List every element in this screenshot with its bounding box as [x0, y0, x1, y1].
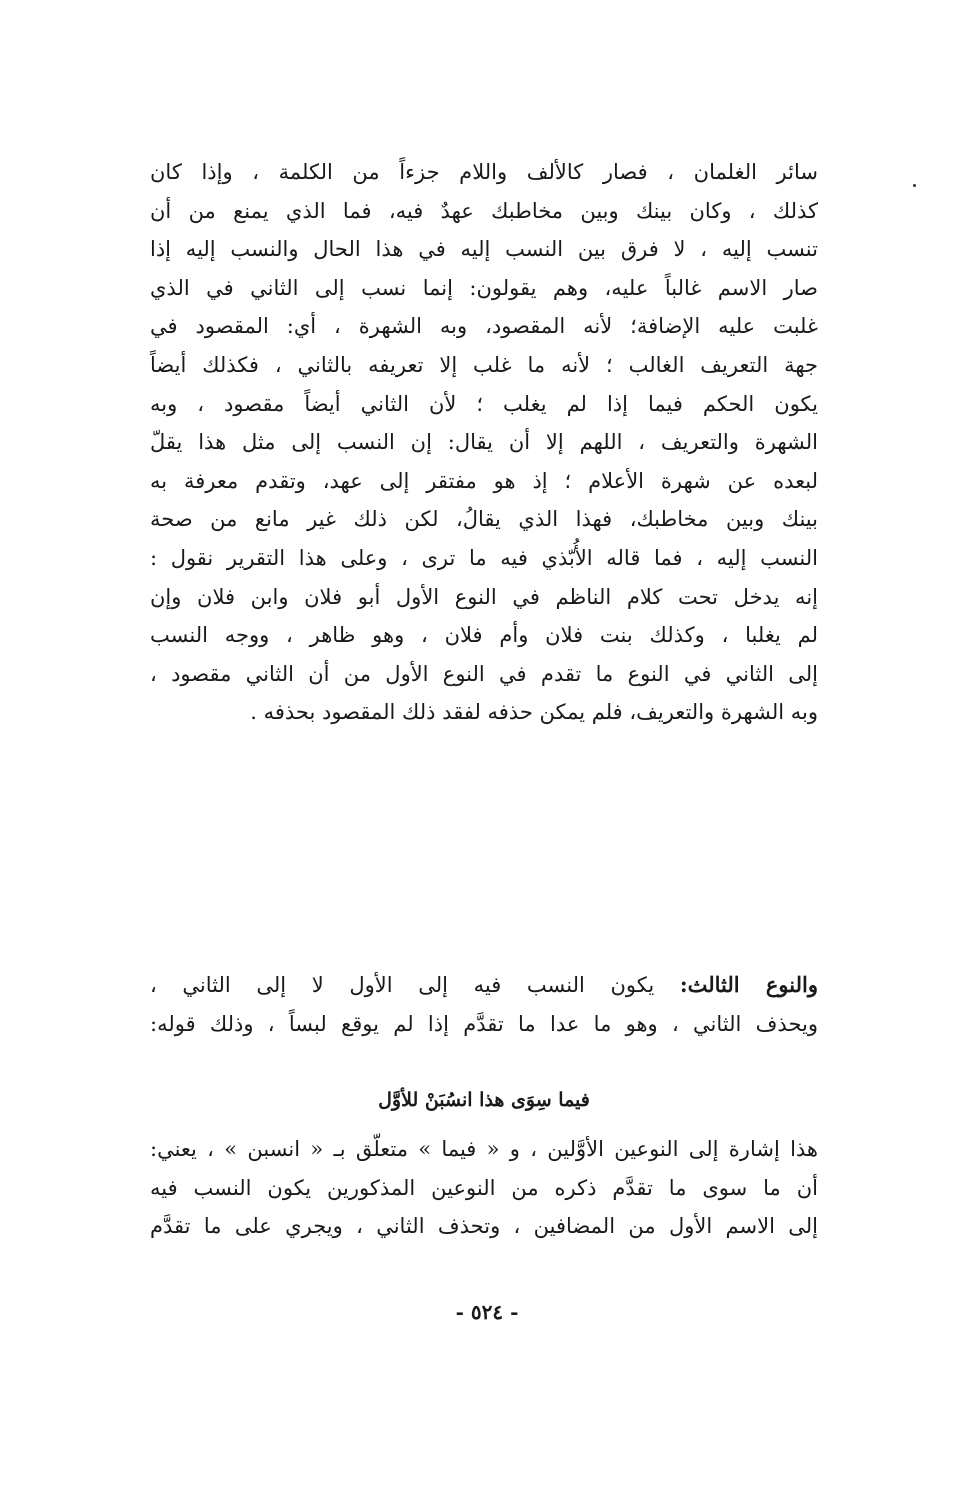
text-line: بينك وبين مخاطبك، فهذا الذي يقالُ، لكن ذلك غير مانع من صحة — [150, 507, 818, 532]
text-line: لم يغلبا ، وكذلك بنت فلان وأم فلان ، وهو ظاهر ، ووجه النسب — [150, 623, 818, 648]
text-line: يكون الحكم فيما إذا لم يغلب ؛ لأن الثاني أيضاً مقصود ، وبه — [150, 391, 818, 416]
text-line: تنسب إليه ، لا فرق بين النسب إليه في هذا الحال والنسب إليه إذا — [150, 237, 818, 262]
text-line: إلى الاسم الأول من المضافين ، وتحذف الثاني ، ويجري على ما تقدَّم — [150, 1214, 818, 1239]
text-line: الشهرة والتعريف ، اللهم إلا أن يقال: إن النسب إلى مثل هذا يقلّ — [150, 430, 818, 455]
verse-line: فيما سِوَى هذا انسُبَنْ للأوَّل — [378, 1089, 590, 1111]
page-number: - ٥٢٤ - — [455, 1300, 519, 1324]
paragraph-commentary — [150, 1130, 818, 1246]
text-line: لبعده عن شهرة الأعلام ؛ إذ هو مفتقر إلى عهد، وتقدم معرفة به — [150, 468, 818, 493]
text-line: أن ما سوى ما تقدَّم ذكره من النوعين المذكورين يكون النسب فيه — [150, 1175, 818, 1200]
text-line-rest: يكون النسب فيه إلى الأول لا إلى الثاني ، — [150, 973, 655, 997]
text-line: جهة التعريف الغالب ؛ لأنه ما غلب إلا تعريفه بالثاني ، فكذلك أيضاً — [150, 352, 818, 377]
scan-speck — [913, 184, 916, 187]
text-line: كذلك ، وكان بينك وبين مخاطبك عهدٌ فيه، فما الذي يمنع من أن — [150, 198, 818, 223]
text-line: غلبت عليه الإضافة؛ لأنه المقصود، وبه الشهرة ، أي: المقصود في — [150, 314, 818, 339]
paragraph-main — [150, 153, 818, 732]
paragraph-third-type — [150, 966, 818, 1043]
section-heading: والنوع الثالث: — [679, 972, 818, 997]
text-line — [150, 966, 818, 1005]
text-line: إنه يدخل تحت كلام الناظم في النوع الأول أبو فلان وابن فلان وإن — [150, 584, 818, 609]
text-line: وبه الشهرة والتعريف، فلم يمكن حذفه لفقد ذلك المقصود بحذفه . — [250, 700, 818, 725]
text-line: هذا إشارة إلى النوعين الأوَّلين ، و « فيما » متعلّق بـ « انسبن » ، يعني: — [150, 1137, 818, 1161]
text-line: إلى الثاني في النوع ما تقدم في النوع الأول من أن الثاني مقصود ، — [150, 661, 818, 686]
text-line: صار الاسم غالباً عليه، وهم يقولون: إنما نسب إلى الثاني في الذي — [150, 275, 818, 300]
text-line: ويحذف الثاني ، وهو ما عدا ما تقدَّم إذا لم يوقع لبساً ، وذلك قوله: — [150, 1011, 818, 1036]
text-line: سائر الغلمان ، فصار كالألف واللام جزءاً من الكلمة ، وإذا كان — [150, 160, 818, 184]
text-line: النسب إليه ، فما قاله الأُبّذي فيه ما ترى ، وعلى هذا التقرير نقول : — [150, 545, 818, 570]
